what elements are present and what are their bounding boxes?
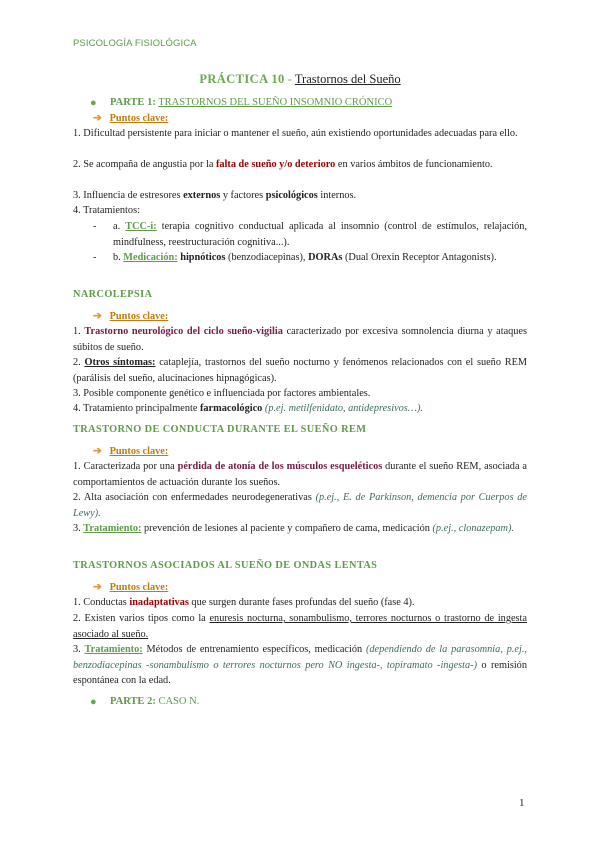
rem-point-2: 2. Alta asociación con enfermedades neurodegenerativas (p.ej., E. de Parkinson, demencia por Cuerpos de Lewy). xyxy=(73,492,527,519)
puntos-clave-heading xyxy=(93,445,168,457)
arrow-right-icon: ➔ xyxy=(93,311,102,322)
title-dash: - xyxy=(284,72,295,86)
narcolepsia-point-4: 4. Tratamiento principalmente farmacológico (p.ej. metilfenidato, antidepresivos…). xyxy=(73,403,423,414)
rem-heading: TRASTORNO DE CONDUCTA DURANTE EL SUEÑO REM xyxy=(73,424,367,435)
page-title xyxy=(0,72,600,87)
ondas-point-2: 2. Existen varios tipos como la enuresis nocturna, sonambulismo, terrores nocturnos o trastorno de ingesta asociado al sueño. xyxy=(73,613,527,640)
puntos-clave-label: Puntos clave: xyxy=(109,311,169,322)
page-header: PSICOLOGÍA FISIOLÓGICA xyxy=(73,38,197,49)
bullet-icon: ● xyxy=(90,696,97,708)
page-number: 1 xyxy=(519,797,525,809)
ondas-heading: TRASTORNOS ASOCIADOS AL SUEÑO DE ONDAS LENTAS xyxy=(73,560,378,571)
arrow-right-icon: ➔ xyxy=(93,582,102,593)
insomnio-point-4: 4. Tratamientos: xyxy=(73,205,140,216)
treatment-item-b: - b. Medicación: hipnóticos (benzodiacepinas), DORAs (Dual Orexin Receptor Antagonists). xyxy=(93,252,497,263)
title-prefix: PRÁCTICA 10 xyxy=(199,72,285,86)
part1-heading xyxy=(110,97,392,108)
puntos-clave-label: Puntos clave: xyxy=(109,446,169,457)
part1-label: PARTE 1: xyxy=(110,97,156,108)
arrow-right-icon: ➔ xyxy=(93,113,102,124)
treatment-item-a: - a. TCC-i: terapia cognitivo conductual aplicada al insomnio (control de estímulos, relajación, mindfulness, reestructuración cognitiva...). xyxy=(93,221,527,248)
part2-title: CASO N. xyxy=(158,696,200,707)
narcolepsia-point-1: 1. Trastorno neurológico del ciclo sueño-vigilia caracterizado por excesiva somnolencia diurna y ataques súbitos de sueño. xyxy=(73,326,528,353)
title-text: Trastornos del Sueño xyxy=(294,72,401,86)
rem-point-3: 3. Tratamiento: prevención de lesiones al paciente y compañero de cama, medicación (p.ej., clonazepam). xyxy=(73,523,514,534)
puntos-clave-heading xyxy=(93,112,168,124)
narcolepsia-point-2: 2. Otros síntomas: cataplejía, trastornos del sueño nocturno y fenómenos relacionados con el sueño REM (parálisis del sueño, alucinaciones hipnagógicas). xyxy=(73,357,528,384)
puntos-clave-label: Puntos clave: xyxy=(109,582,169,593)
insomnio-point-1: 1. Dificultad persistente para iniciar o mantener el sueño, aún existiendo oportunidades adecuadas para ello. xyxy=(73,128,518,139)
puntos-clave-label: Puntos clave: xyxy=(109,113,169,124)
bullet-icon: ● xyxy=(90,97,97,109)
ondas-point-3: 3. Tratamiento: Métodos de entrenamiento específicos, medicación (dependiendo de la parasomnia, p.ej., benzodiacepinas -sonambulismo o terrores nocturnos pero NO ingesta-, topiramato -ingesta-) o remisión espontánea con la edad. xyxy=(73,644,527,686)
narcolepsia-point-3: 3. Posible componente genético e influenciada por factores ambientales. xyxy=(73,388,371,399)
part2-label: PARTE 2: xyxy=(110,696,156,707)
insomnio-point-3: 3. Influencia de estresores externos y factores psicológicos internos. xyxy=(73,190,357,201)
puntos-clave-heading xyxy=(93,310,168,322)
ondas-point-1: 1. Conductas inadaptativas que surgen durante fases profundas del sueño (fase 4). xyxy=(73,597,415,608)
puntos-clave-heading xyxy=(93,581,168,593)
part2-heading xyxy=(110,696,199,707)
insomnio-point-2: 2. Se acompaña de angustia por la falta de sueño y/o deterioro en varios ámbitos de funcionamiento. xyxy=(73,159,493,170)
part1-title: TRASTORNOS DEL SUEÑO INSOMNIO CRÓNICO xyxy=(158,97,393,108)
narcolepsia-heading: NARCOLEPSIA xyxy=(73,289,153,300)
arrow-right-icon: ➔ xyxy=(93,446,102,457)
rem-point-1: 1. Caracterizada por una pérdida de atonía de los músculos esqueléticos durante el sueño REM, asociada a comportamientos de actuación durante los sueños. xyxy=(73,461,528,488)
